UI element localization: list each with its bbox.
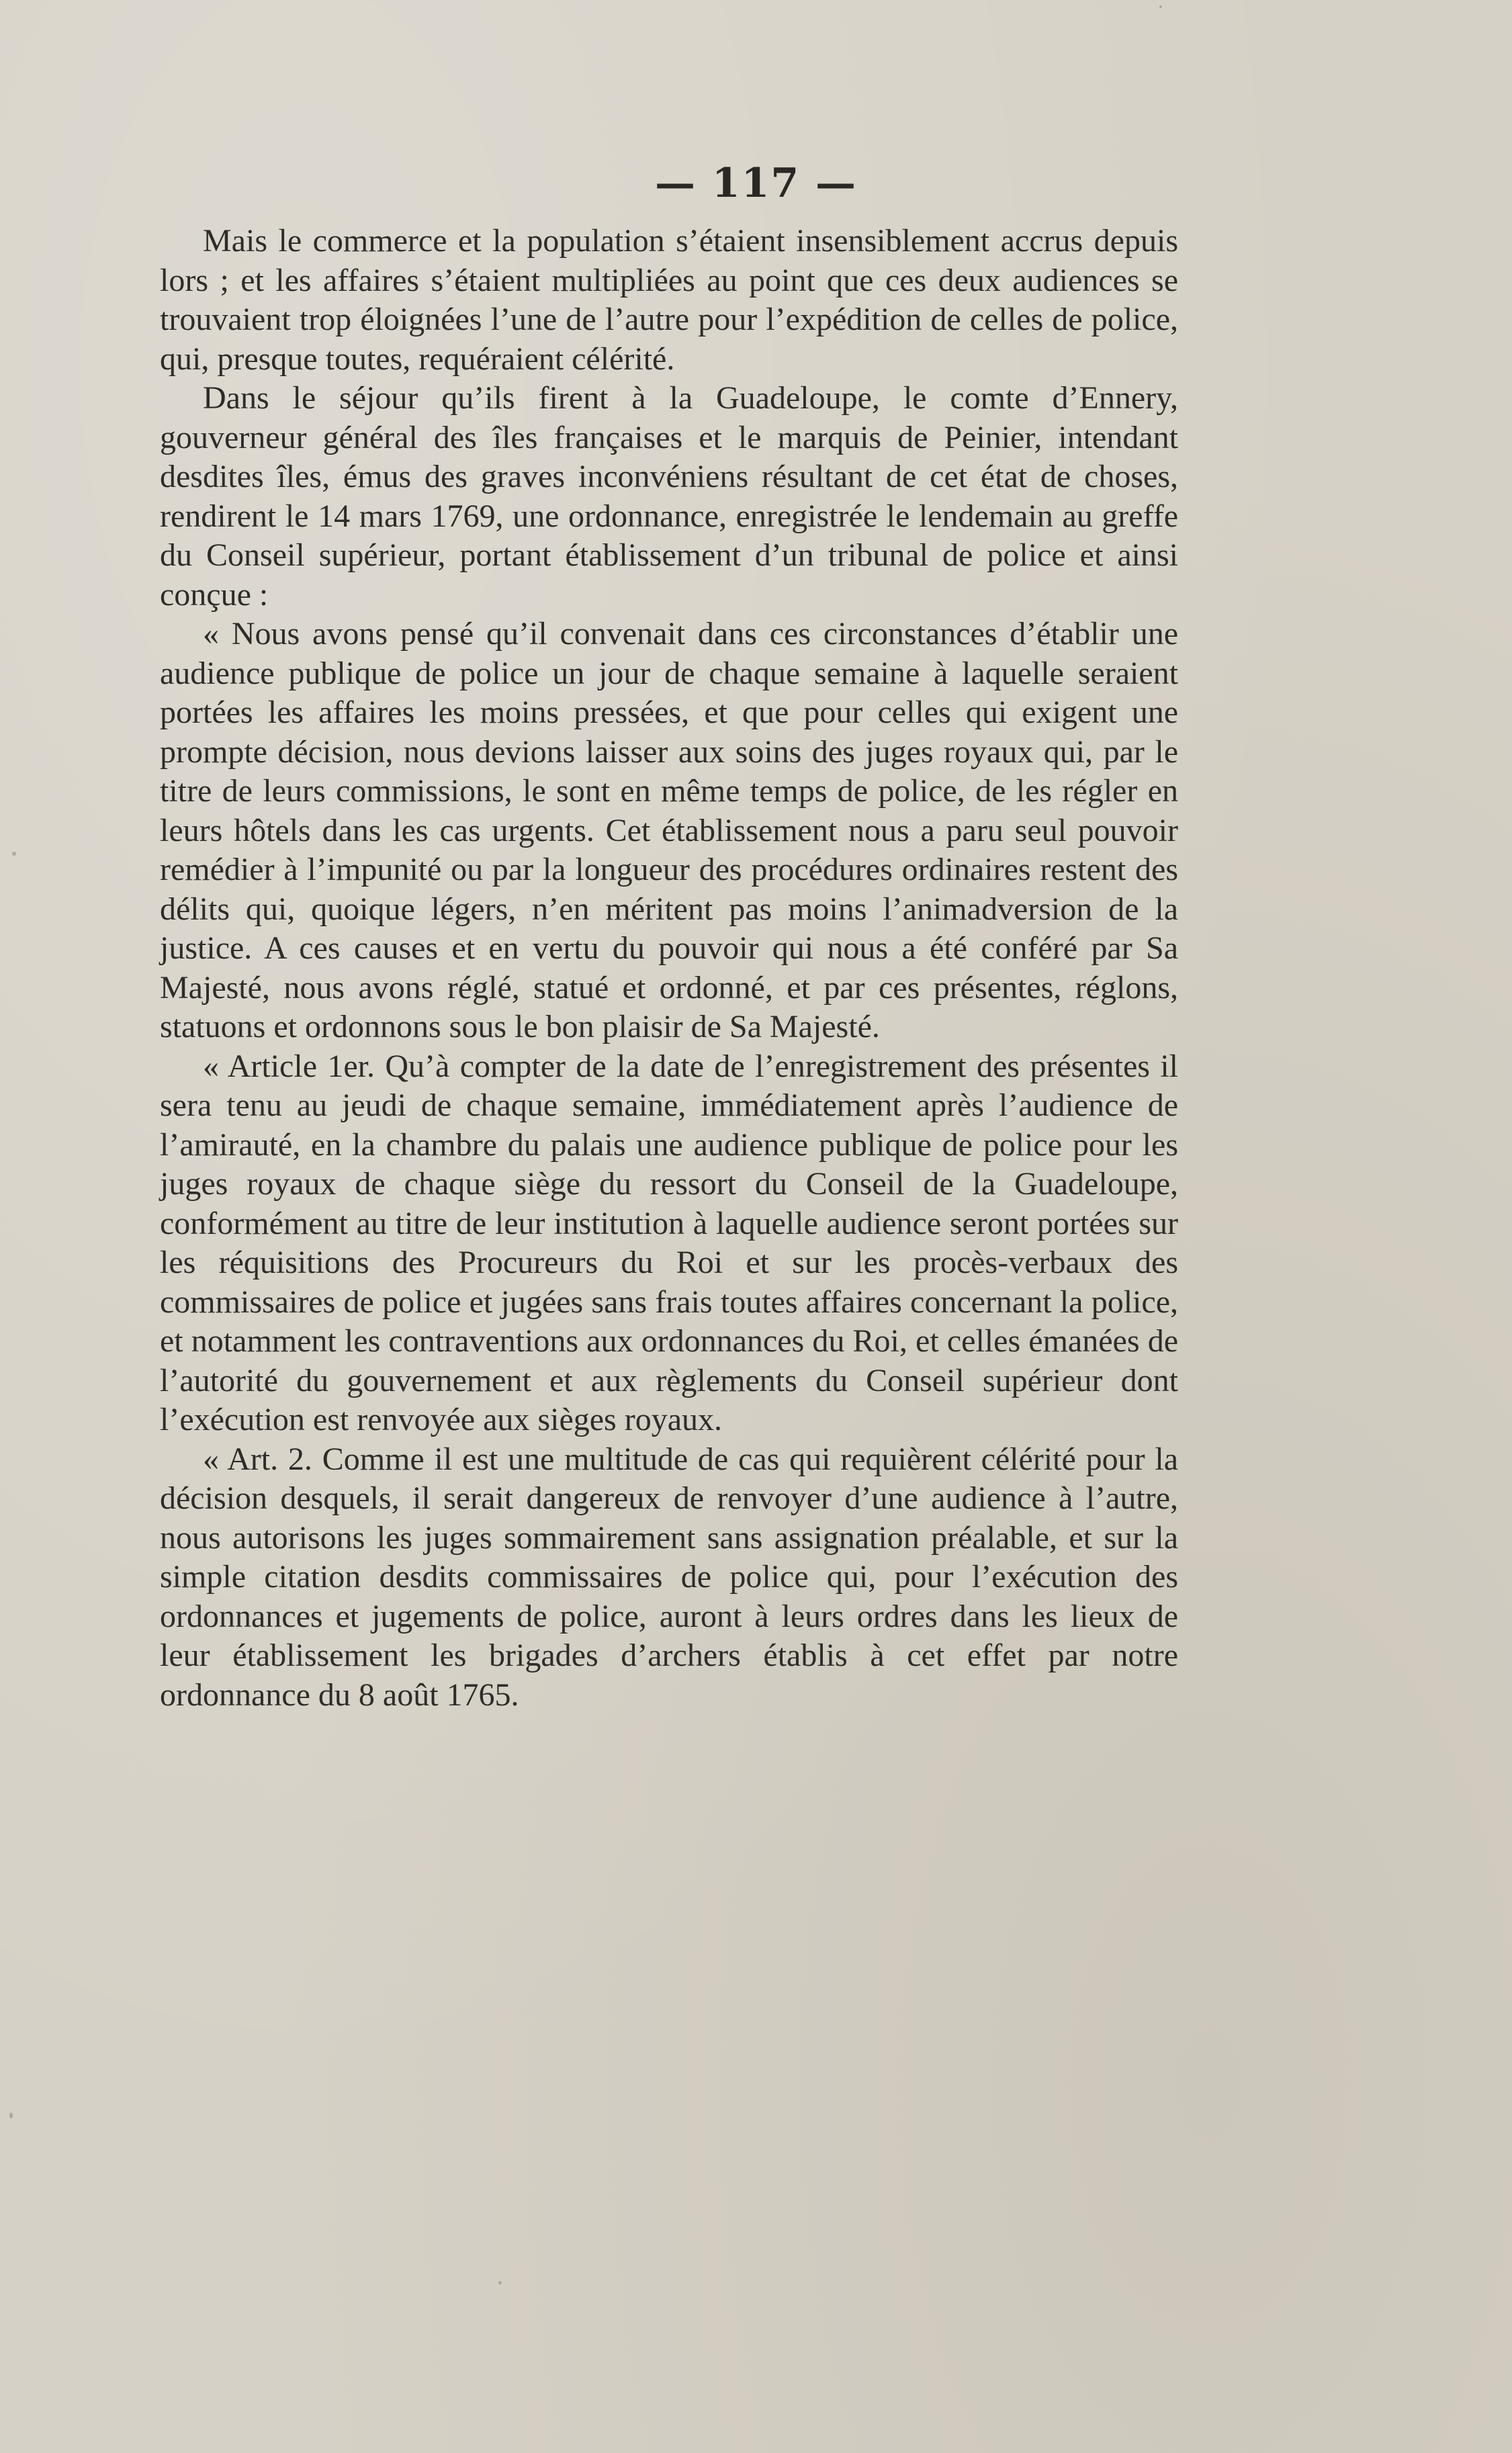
paper-speck (498, 2281, 502, 2284)
paragraph-article-2: « Art. 2. Comme il est une multitude de cas qui requièrent célérité pour la décision desquels, il serait dangereux de renvoyer d’une audience à l’autre, nous autorisons les juges sommairement sans assignation préalable, et sur la simple citation desdits commissaires de police qui, pour l’exécution des ordonnances et jugements de police, auront à leurs ordres dans les lieux de leur établissement les brigades d’archers établis à cet effet par notre ordonnance du 8 août 1765. (160, 1441, 1178, 1713)
body-text (160, 222, 1178, 1715)
paper-speck (9, 2112, 13, 2118)
page-number: — 117 — (654, 160, 858, 207)
paragraph-guadeloupe-stay: Dans le séjour qu’ils firent à la Guadeloupe, le comte d’Ennery, gouverneur général des îles françaises et le marquis de Peinier, intendant desdites îles, émus des graves inconvéniens résultant de cet état de choses, rendirent le 14 mars 1769, une ordonnance, enregistrée le lendemain au greffe du Conseil supérieur, portant établissement d’un tribunal de police et ainsi conçue : (160, 380, 1178, 613)
paragraph-commerce: Mais le commerce et la population s’étaient insensiblement accrus depuis lors ; et les affaires s’étaient multipliées au point que ces deux audiences se trouvaient trop éloignées l’une de l’autre pour l’expédition de celles de police, qui, presque toutes, requéraient célérité. (160, 223, 1178, 377)
paragraph-article-1: « Article 1er. Qu’à compter de la date de l’enregistrement des présentes il sera tenu au jeudi de chaque semaine, immédiatement après l’audience de l’amirauté, en la chambre du palais une audience publique de police pour les juges royaux de chaque siège du ressort du Conseil de la Guadeloupe, conformément au titre de leur institution à laquelle audience seront portées sur les réquisitions des Procureurs du Roi et sur les procès-verbaux des commissaires de police et jugées sans frais toutes affaires concernant la police, et notamment les contraventions aux ordonnances du Roi, et celles émanées de l’autorité du gouvernement et aux règlements du Conseil supérieur dont l’exécution est renvoyée aux sièges royaux. (160, 1048, 1178, 1437)
paper-speck (1159, 5, 1162, 8)
paper-speck (12, 852, 16, 856)
paragraph-ordinance-preamble: « Nous avons pensé qu’il convenait dans ces circonstances d’établir une audience publique de police un jour de chaque semaine à laquelle seraient portées les affaires les moins pressées, et que pour celles qui exigent une prompte décision, nous devions laisser aux soins des juges royaux qui, par le titre de leurs commissions, le sont en même temps de police, de les régler en leurs hôtels dans les cas urgents. Cet établissement nous a paru seul pouvoir remédier à l’impunité ou par la longueur des procédures ordinaires restent des délits qui, quoique légers, n’en méritent pas moins l’animadversion de la justice. A ces causes et en vertu du pouvoir qui nous a été conféré par Sa Majesté, nous avons réglé, statué et ordonné, et par ces présentes, réglons, statuons et ordonnons sous le bon plaisir de Sa Majesté. (160, 616, 1178, 1044)
